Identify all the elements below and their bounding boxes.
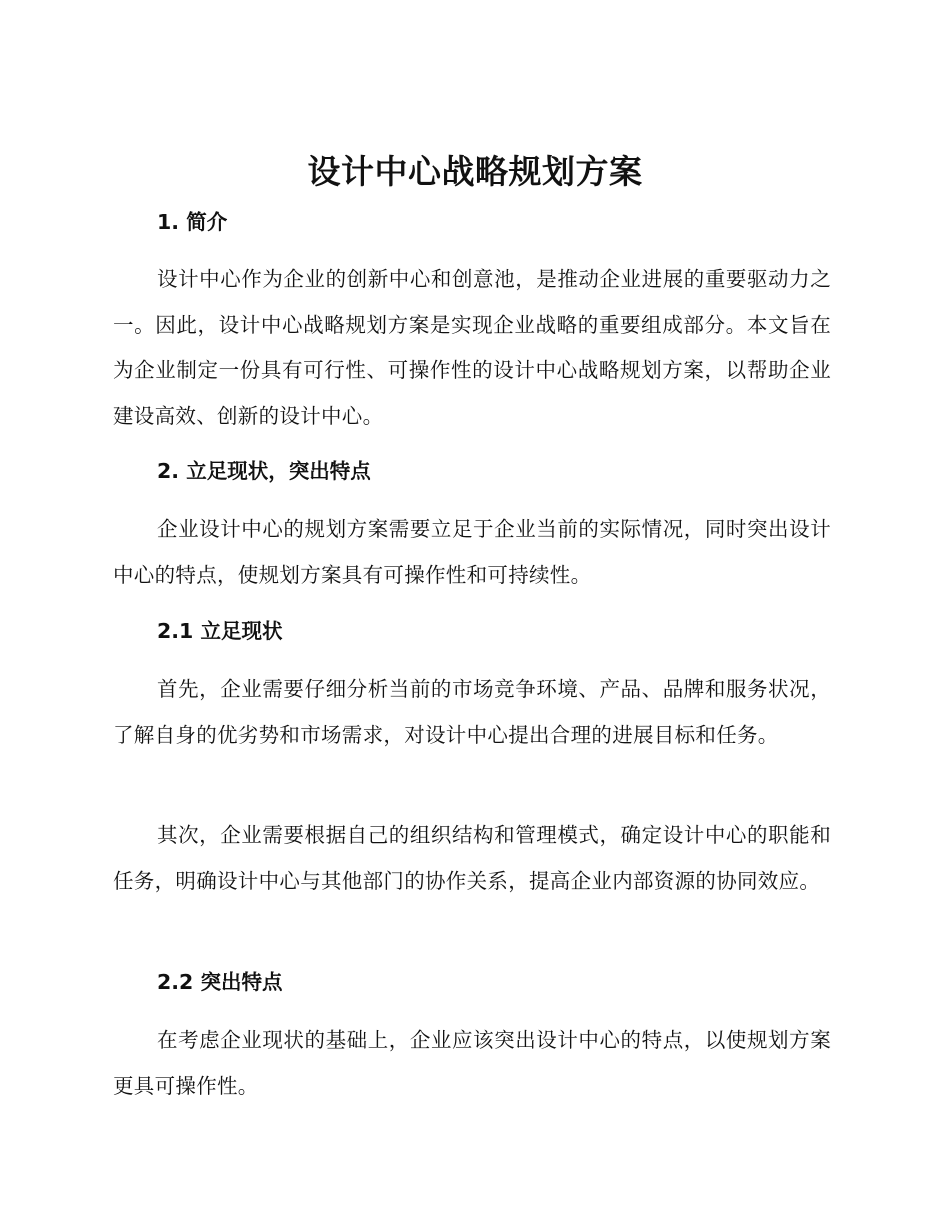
section-heading-highlight-features: 2.2 突出特点	[157, 970, 283, 994]
intro-paragraph: 设计中心作为企业的创新中心和创意池，是推动企业进展的重要驱动力之一。因此，设计中心战略规划方案是实现企业战略的重要组成部分。本文旨在为企业制定一份具有可行性、可操作性的设计中心战略规划方案，以帮助企业建设高效、创新的设计中心。	[113, 267, 831, 428]
section-heading-current-status: 2.1 立足现状	[157, 619, 283, 643]
section-heading-intro: 1. 简介	[157, 210, 228, 234]
highlight-features-paragraph: 在考虑企业现状的基础上，企业应该突出设计中心的特点，以使规划方案更具可操作性。	[113, 1028, 831, 1098]
document-title: 设计中心战略规划方案	[307, 152, 643, 191]
current-status-paragraph-2: 其次，企业需要根据自己的组织结构和管理模式，确定设计中心的职能和任务，明确设计中心与其他部门的协作关系，提高企业内部资源的协同效应。	[113, 823, 831, 893]
current-status-paragraph-1: 首先，企业需要仔细分析当前的市场竞争环境、产品、品牌和服务状况，了解自身的优劣势和市场需求，对设计中心提出合理的进展目标和任务。	[113, 677, 831, 747]
section-heading-status-features: 2. 立足现状，突出特点	[157, 459, 371, 483]
status-features-paragraph: 企业设计中心的规划方案需要立足于企业当前的实际情况，同时突出设计中心的特点，使规划方案具有可操作性和可持续性。	[113, 517, 831, 587]
